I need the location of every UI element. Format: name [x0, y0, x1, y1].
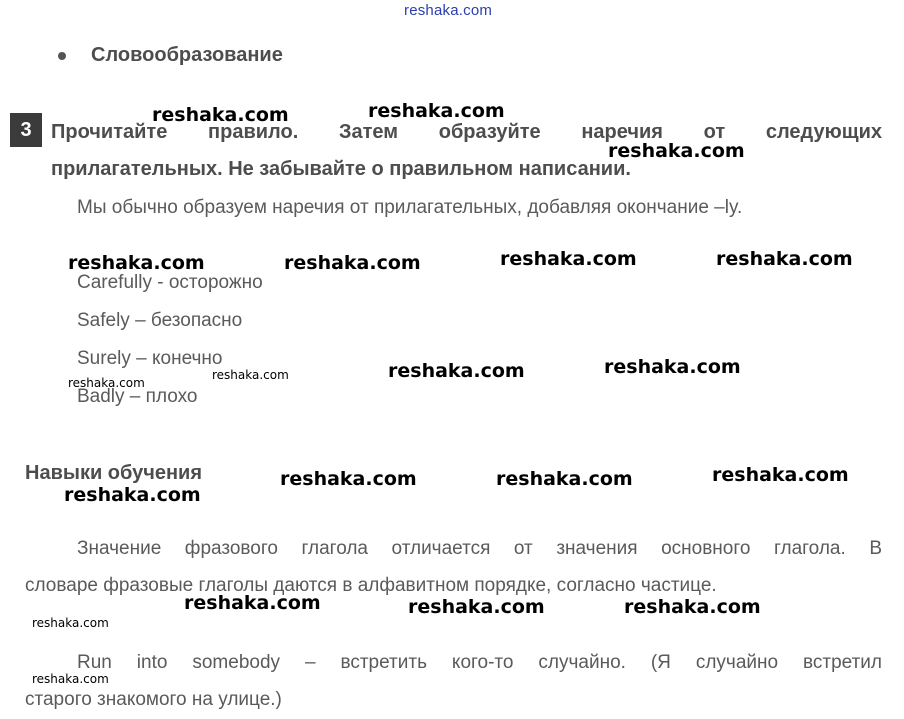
watermark: reshaka.com — [152, 104, 289, 126]
example-item: Carefully - осторожно — [77, 272, 263, 293]
watermark: reshaka.com — [32, 672, 109, 686]
watermark: reshaka.com — [496, 468, 633, 490]
exercise-number-badge: 3 — [10, 113, 42, 147]
watermark: reshaka.com — [368, 100, 505, 122]
watermark: reshaka.com — [500, 248, 637, 270]
skills-title: Навыки обучения — [25, 462, 203, 484]
rule-text: Мы обычно образуем наречия от прилагательных, добавляя окончание –ly. — [77, 197, 743, 218]
watermark: reshaka.com — [184, 592, 321, 614]
paragraph-2-line-1: Run into somebody – встретить кого-то случайно. (Я случайно встретил — [77, 652, 882, 673]
paragraph-1-line-1: Значение фразового глагола отличается от значения основного глагола. В — [77, 538, 882, 559]
section-title: Словообразование — [91, 44, 283, 66]
instruction-line-2: прилагательных. Не забывайте о правильном написании. — [51, 158, 631, 180]
example-item: Safely – безопасно — [77, 310, 243, 331]
watermark: reshaka.com — [608, 140, 745, 162]
watermark: reshaka.com — [64, 484, 201, 506]
watermark: reshaka.com — [388, 360, 525, 382]
bullet-icon — [58, 52, 66, 60]
watermark: reshaka.com — [604, 356, 741, 378]
watermark: reshaka.com — [712, 464, 849, 486]
watermark: reshaka.com — [68, 376, 145, 390]
watermark: reshaka.com — [32, 616, 109, 630]
paragraph-1-line-2: словаре фразовые глаголы даются в алфавитном порядке, согласно частице. — [25, 575, 717, 596]
watermark: reshaka.com — [716, 248, 853, 270]
example-item: Surely – конечно — [77, 348, 223, 369]
watermark: reshaka.com — [284, 252, 421, 274]
example-item: Badly – плохо — [77, 386, 198, 407]
watermark: reshaka.com — [68, 252, 205, 274]
site-header-link[interactable]: reshaka.com — [404, 2, 493, 19]
watermark: reshaka.com — [408, 596, 545, 618]
watermark: reshaka.com — [212, 368, 289, 382]
watermark: reshaka.com — [624, 596, 761, 618]
watermark: reshaka.com — [280, 468, 417, 490]
instruction-line-1: Прочитайте правило. Затем образуйте наречия от следующих — [51, 121, 882, 143]
paragraph-2-line-2: старого знакомого на улице.) — [25, 689, 282, 710]
